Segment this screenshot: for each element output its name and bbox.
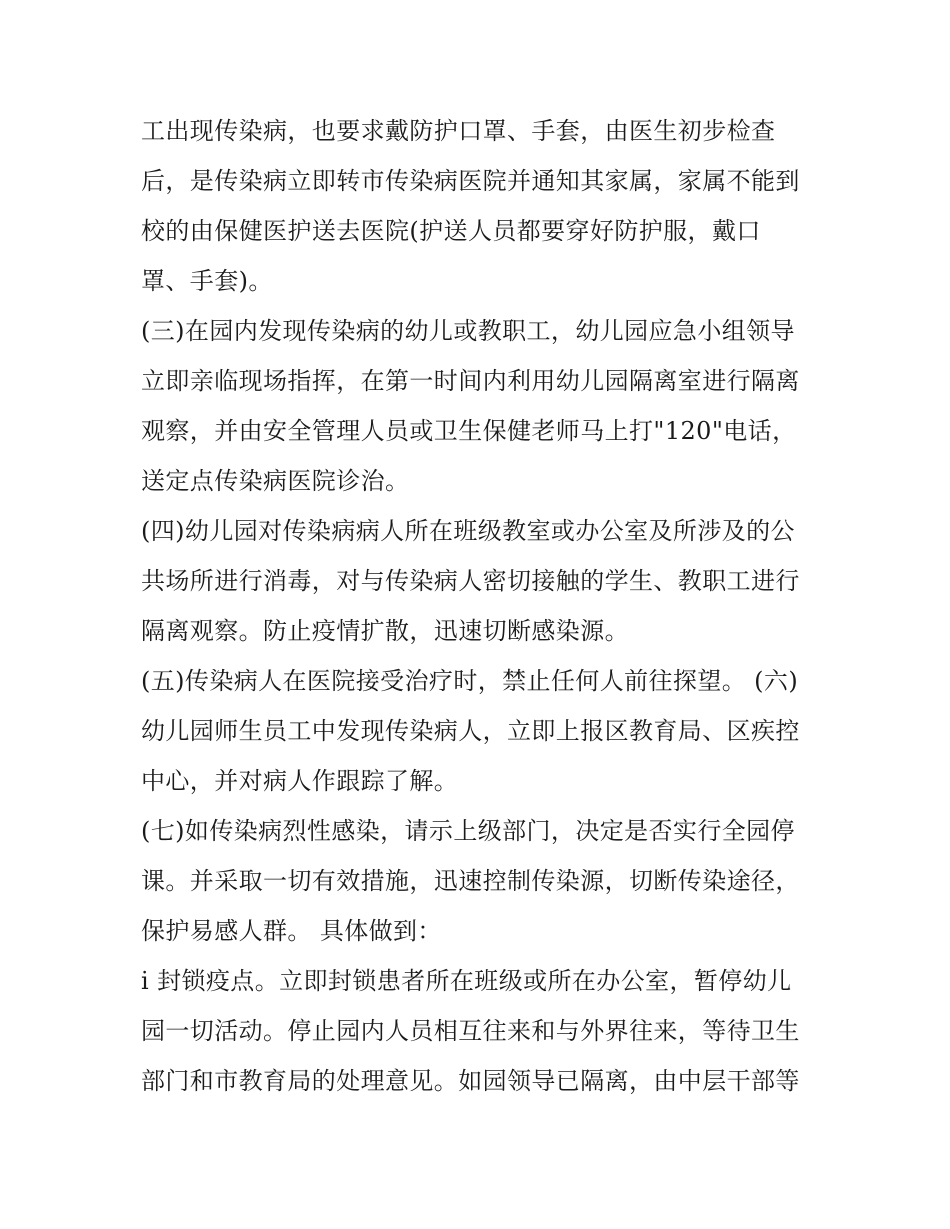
text-line: 共场所进行消毒，对与传染病人密切接触的学生、教职工进行 <box>141 567 800 595</box>
text-line: (三)在园内发现传染病的幼儿或教职工，幼儿园应急小组领导 <box>141 317 795 345</box>
text-line: 课。并采取一切有效措施，迅速控制传染源，切断传染途径， <box>141 867 800 895</box>
text-line: 送定点传染病医院诊治。 <box>141 467 410 495</box>
text-line: 保护易感人群。 具体做到： <box>141 917 442 945</box>
text-line: (四)幼儿园对传染病病人所在班级教室或办公室及所涉及的公 <box>141 517 795 545</box>
text-line: (七)如传染病烈性感染，请示上级部门，决定是否实行全园停 <box>141 817 795 845</box>
text-line: 观察，并由安全管理人员或卫生保健老师马上打"120"电话， <box>141 417 797 445</box>
text-line: 后，是传染病立即转市传染病医院并通知其家属，家属不能到 <box>141 167 800 195</box>
text-line: 中心，并对病人作跟踪了解。 <box>141 767 459 795</box>
text-line: 工出现传染病，也要求戴防护口罩、手套，由医生初步检查 <box>141 117 776 145</box>
text-line: 园一切活动。停止园内人员相互往来和与外界往来，等待卫生 <box>141 1017 800 1045</box>
text-line: 隔离观察。防止疫情扩散，迅速切断感染源。 <box>141 617 629 645</box>
text-line: 立即亲临现场指挥，在第一时间内利用幼儿园隔离室进行隔离 <box>141 367 800 395</box>
text-line: (五)传染病人在医院接受治疗时，禁止任何人前往探望。 (六) <box>141 667 799 695</box>
text-line: 幼儿园师生员工中发现传染病人，立即上报区教育局、区疾控 <box>141 717 800 745</box>
text-line: 校的由保健医护送去医院(护送人员都要穿好防护服，戴口 <box>141 217 761 245</box>
text-line: 部门和市教育局的处理意见。如园领导已隔离，由中层干部等 <box>141 1067 800 1095</box>
text-line: 罩、手套)。 <box>141 267 273 295</box>
text-line: i 封锁疫点。立即封锁患者所在班级或所在办公室，暂停幼儿 <box>141 967 792 995</box>
